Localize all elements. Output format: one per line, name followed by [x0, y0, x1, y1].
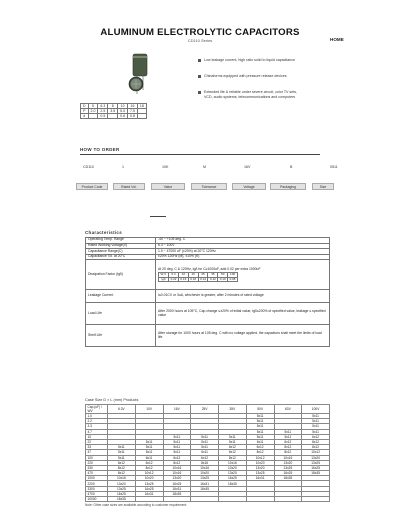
case-size-cell: 16x31 [163, 486, 191, 491]
case-size-cell: 6x12 [219, 450, 247, 455]
case-size-cell: 10x20 [135, 476, 163, 481]
case-size-cell: 6x12 [246, 445, 274, 450]
case-size-cell: 1000 [86, 476, 108, 481]
case-size-cell: 22 [86, 439, 108, 444]
dimension-cell: 7.5 [128, 109, 138, 114]
case-size-cell: 16x25 [302, 465, 330, 470]
case-size-cell: 5x11 [191, 434, 219, 439]
char-value [156, 260, 330, 290]
dissipation-text: At 20 deg. C & 120Hz, tgδ for C≥1000uF, add 0.02 per extra 1000uF [158, 266, 261, 271]
dimension-cell: D [81, 104, 89, 109]
case-size-cell: 4700 [86, 491, 108, 496]
case-size-header-cell: 16V [163, 405, 191, 414]
char-label: Rated Working Voltage(V) [86, 243, 156, 249]
case-size-cell: 16x25 [219, 476, 247, 481]
case-size-cell: 6x12 [302, 434, 330, 439]
dimension-table [80, 103, 147, 119]
case-size-cell: 5x11 [302, 419, 330, 424]
case-size-header-cell: 50V [246, 405, 274, 414]
case-size-cell: 5x11 [135, 439, 163, 444]
ordering-code: 1 [122, 165, 124, 169]
case-size-cell: 6x12 [274, 439, 302, 444]
case-size-cell: 13x20 [274, 460, 302, 465]
dissipation-cell: 0.16 [190, 276, 197, 281]
case-size-cell: 47 [86, 450, 108, 455]
dissipation-cell: 0.12 [209, 276, 216, 281]
dissipation-cell: 0.19 [180, 276, 187, 281]
case-size-cell [274, 497, 302, 502]
char-value: 1.0 ~ 47000 uF (±20%) at 20°C 120Hz [156, 249, 330, 255]
feature-3: Extended life & reliable under severe circuit, color TV sets, VCD, audio systems, telecommunications and computers [204, 90, 298, 99]
case-size-cell: 5x11 [163, 439, 191, 444]
dissipation-cell: 0.10 [219, 276, 226, 281]
dissipation-cell: 10 [178, 273, 188, 277]
dissipation-cell: tgδ [159, 277, 169, 281]
char-value: After 2000 hours at 105°C, Cap change ≤±20% of initial value, tgδ≤200% of specified value, leakage ≤ specified value [156, 303, 330, 325]
case-size-header-row [86, 405, 330, 414]
dimension-cell: 8 [108, 104, 118, 109]
ordering-box: Size [312, 183, 334, 190]
case-size-cell: 10x12 [302, 450, 330, 455]
ordering-box: Packaging [270, 183, 306, 190]
case-size-cell: 18x35 [219, 481, 247, 486]
case-size-cell [302, 497, 330, 502]
ordering-divider [80, 154, 320, 155]
dimension-cell [108, 114, 118, 119]
case-size-cell: 18x35 [274, 476, 302, 481]
order-mark [150, 216, 166, 217]
char-value: -40 ~ +105 deg. C [156, 238, 330, 244]
dissipation-cell: 25 [198, 273, 208, 277]
dissipation-table [158, 272, 238, 282]
dimension-cell [88, 114, 98, 119]
char-row-load-life [86, 303, 330, 325]
dimension-cell: 5 [88, 104, 98, 109]
dimension-cell: 18 [137, 104, 146, 109]
case-size-header-cell: 63V [274, 405, 302, 414]
dissipation-cell: 100 [228, 273, 238, 277]
case-size-cell: 5x11 [302, 414, 330, 419]
ordering-box: Product Code [76, 183, 108, 190]
case-size-cell: 33 [86, 445, 108, 450]
char-label: Dissipation Factor (tgδ) [86, 260, 156, 290]
case-size-cell: 13x25 [274, 465, 302, 470]
case-size-cell: 2200 [86, 481, 108, 486]
case-size-cell: 5x11 [219, 434, 247, 439]
char-row-dissipation [86, 260, 330, 290]
dimension-cell: 5.0 [118, 109, 128, 114]
case-size-cell: 5x11 [135, 450, 163, 455]
case-size-cell: 6x11 [191, 450, 219, 455]
case-size-header-cell: 25V [191, 405, 219, 414]
dissipation-cell: 0.22 [170, 276, 177, 281]
ordering-box: Voltage [232, 183, 266, 190]
case-size-header-cell: Cap.(uF) / WV [86, 405, 108, 414]
case-size-row [86, 497, 330, 502]
case-size-cell: 16x25 [135, 486, 163, 491]
case-size-cell: 8x12 [219, 455, 247, 460]
case-size-cell: 4.7 [86, 429, 108, 434]
page-title: ALUMINUM ELECTROLYTIC CAPACITORS [100, 27, 300, 38]
case-size-cell: 8x12 [274, 445, 302, 450]
char-row-leakage [86, 290, 330, 303]
ordering-box: Value [151, 183, 185, 190]
case-size-cell: 18x35 [191, 486, 219, 491]
case-size-cell: 1.0 [86, 414, 108, 419]
dimension-row [81, 114, 147, 119]
dimension-cell: d [81, 114, 89, 119]
case-size-cell: 5x11 [246, 414, 274, 419]
case-size-cell: 10 [86, 434, 108, 439]
case-size-cell: 5x11 [163, 450, 191, 455]
dissipation-cell: 35 [208, 273, 218, 277]
ordering-code: 16V [244, 165, 251, 169]
char-label: Load Life [86, 303, 156, 325]
case-size-cell: 6x12 [191, 455, 219, 460]
case-size-cell: 13x20 [302, 455, 330, 460]
case-size-cell: 8x12 [108, 471, 136, 476]
case-size-cell: 5x11 [274, 429, 302, 434]
dissipation-cell: 50 [218, 273, 228, 277]
case-size-cell: 16x31 [246, 476, 274, 481]
ordering-heading: HOW TO ORDER [80, 147, 120, 152]
case-size-cell: 16x25 [274, 471, 302, 476]
dimension-cell: 2.0 [88, 109, 98, 114]
case-size-header-cell: 100V [302, 405, 330, 414]
case-size-cell: 10x16 [163, 471, 191, 476]
case-size-cell: 13x25 [302, 460, 330, 465]
case-size-cell: 5x11 [219, 439, 247, 444]
case-size-cell: 6x12 [108, 460, 136, 465]
char-label: Shelf Life [86, 325, 156, 347]
dimension-cell: 10 [118, 104, 128, 109]
case-size-table [85, 404, 330, 502]
case-size-cell: 5x11 [135, 445, 163, 450]
case-size-cell: 13x20 [246, 465, 274, 470]
char-row-shelf-life [86, 325, 330, 347]
dimension-cell: P [81, 109, 89, 114]
case-size-cell: 5x11 [108, 445, 136, 450]
case-size-cell: 8x12 [108, 465, 136, 470]
case-size-cell: 5x11 [246, 434, 274, 439]
case-size-cell: 5x11 [191, 439, 219, 444]
case-size-cell: 10x12 [135, 471, 163, 476]
case-size-cell: 13x20 [108, 481, 136, 486]
char-value: ±20% 120Hz (M), ±10% (K) [156, 254, 330, 260]
ordering-code: B [290, 165, 293, 169]
case-size-cell: 330 [86, 465, 108, 470]
char-label: Capacitance Range(C) [86, 249, 156, 255]
case-size-cell: 100 [86, 455, 108, 460]
case-size-cell: 18x35 [302, 471, 330, 476]
ordering-box: Rated Vol. [113, 183, 145, 190]
dimension-cell: 0.8 [128, 114, 138, 119]
dissipation-cell: 6.3 [169, 273, 179, 277]
case-size-cell: 10x12 [246, 455, 274, 460]
brand-logo: HOME [330, 37, 344, 42]
case-size-cell: 220 [86, 460, 108, 465]
case-size-cell: 5x11 [191, 445, 219, 450]
characteristics-table [85, 237, 330, 347]
case-size-cell: 13x20 [163, 476, 191, 481]
case-size-cell: 3.3 [86, 424, 108, 429]
characteristics-heading: Characteristics [85, 230, 123, 235]
dimension-cell: 3.5 [108, 109, 118, 114]
case-size-cell: 13x25 [191, 476, 219, 481]
char-value: After storage for 1000 hours at 105 deg. C with no voltage applied, the capacitors shall meet the limits of load life [156, 325, 330, 347]
case-size-cell: 10x20 [246, 460, 274, 465]
case-size-cell: 8x12 [163, 460, 191, 465]
dimension-cell [137, 114, 146, 119]
capacitor-image [125, 50, 175, 100]
feature-1: Low leakage current, high ratio solid to liquid capacitance [204, 58, 299, 63]
case-size-header-cell: 35V [219, 405, 247, 414]
case-size-cell: 5x11 [163, 445, 191, 450]
feature-2: Chinaforms equipped with pressure release devices [204, 74, 299, 79]
case-size-cell: 470 [86, 471, 108, 476]
ordering-code: 0511 [330, 165, 338, 169]
case-size-title: Case Size D × L (mm) Products [85, 398, 139, 402]
case-size-cell: 13x20 [219, 471, 247, 476]
case-size-header-cell: 10V [135, 405, 163, 414]
case-size-cell: 18x35 [108, 497, 136, 502]
dissipation-row [159, 277, 238, 281]
dimension-cell: 2.5 [98, 109, 108, 114]
case-size-cell: 16x25 [163, 481, 191, 486]
case-size-cell [163, 497, 191, 502]
case-size-cell: 10x16 [108, 476, 136, 481]
case-size-cell: 10000 [86, 497, 108, 502]
case-size-cell: 8x12 [274, 450, 302, 455]
case-size-cell: 10x16 [219, 460, 247, 465]
dissipation-cell: W.V. [160, 272, 167, 277]
case-size-cell: 16x25 [108, 491, 136, 496]
case-size-cell: 16x31 [191, 481, 219, 486]
case-size-cell: 13x25 [108, 486, 136, 491]
case-size-cell: 10x16 [274, 455, 302, 460]
case-size-cell: 5x11 [302, 424, 330, 429]
char-label: Leakage Current [86, 290, 156, 303]
dissipation-cell: 0.14 [200, 276, 206, 281]
dimension-cell: 6.3 [98, 104, 108, 109]
case-size-cell [219, 497, 247, 502]
char-value: I≤0.01CV or 3uA, whichever is greater, after 2 minutes of rated voltage [156, 290, 330, 303]
case-size-cell: 6x11 [135, 455, 163, 460]
ordering-box: Tolerance [191, 183, 227, 190]
case-size-cell: 5x11 [246, 419, 274, 424]
dimension-cell: 16 [128, 104, 138, 109]
case-size-cell: 8x12 [135, 465, 163, 470]
case-size-cell: 5x11 [246, 429, 274, 434]
dimension-cell: 0.6 [118, 114, 128, 119]
case-size-cell [135, 497, 163, 502]
ordering-code: CD110 [83, 165, 94, 169]
case-size-cell [246, 497, 274, 502]
case-size-note: Note: Other case sizes are available according to customer requirement [85, 503, 187, 507]
ordering-code: M [203, 165, 206, 169]
ordering-code: 10K [162, 165, 169, 169]
case-size-cell: 6x12 [135, 460, 163, 465]
case-size-cell: 5x11 [246, 424, 274, 429]
case-size-cell: 5x11 [302, 429, 330, 434]
case-size-cell: 5x11 [108, 455, 136, 460]
case-size-cell: 6x12 [219, 445, 247, 450]
dimension-cell: 0.5 [98, 114, 108, 119]
case-size-cell: 2.2 [86, 419, 108, 424]
case-size-cell: 5x11 [274, 434, 302, 439]
case-size-cell: 8x12 [246, 450, 274, 455]
char-label: Operating Temp. Range [86, 238, 156, 244]
dissipation-cell: 16 [188, 273, 198, 277]
case-size-cell: 5x11 [163, 434, 191, 439]
case-size-cell: 13x25 [246, 471, 274, 476]
case-size-header-cell: 6.3V [108, 405, 136, 414]
case-size-cell: 16x31 [135, 491, 163, 496]
case-size-cell: 8x12 [302, 439, 330, 444]
case-size-cell: 8x12 [302, 445, 330, 450]
char-label: Capacitance Tol. at 20°C [86, 254, 156, 260]
case-size-cell: 5x11 [108, 450, 136, 455]
dissipation-cell: 0.08 [229, 276, 236, 281]
case-size-cell: 13x25 [135, 481, 163, 486]
case-size-cell: 6x12 [163, 455, 191, 460]
case-size-cell: 18x35 [163, 491, 191, 496]
case-size-cell: 10x20 [191, 471, 219, 476]
series-subtitle: CD110 Series [187, 38, 213, 43]
case-size-cell [191, 497, 219, 502]
case-size-cell: 10x16 [163, 465, 191, 470]
case-size-cell: 10x16 [191, 465, 219, 470]
case-size-cell: 10x20 [219, 465, 247, 470]
char-value: 6.3 ~ 100V [156, 243, 330, 249]
case-size-cell: 8x16 [191, 460, 219, 465]
case-size-cell: 6x11 [246, 439, 274, 444]
case-size-cell: 3300 [86, 486, 108, 491]
